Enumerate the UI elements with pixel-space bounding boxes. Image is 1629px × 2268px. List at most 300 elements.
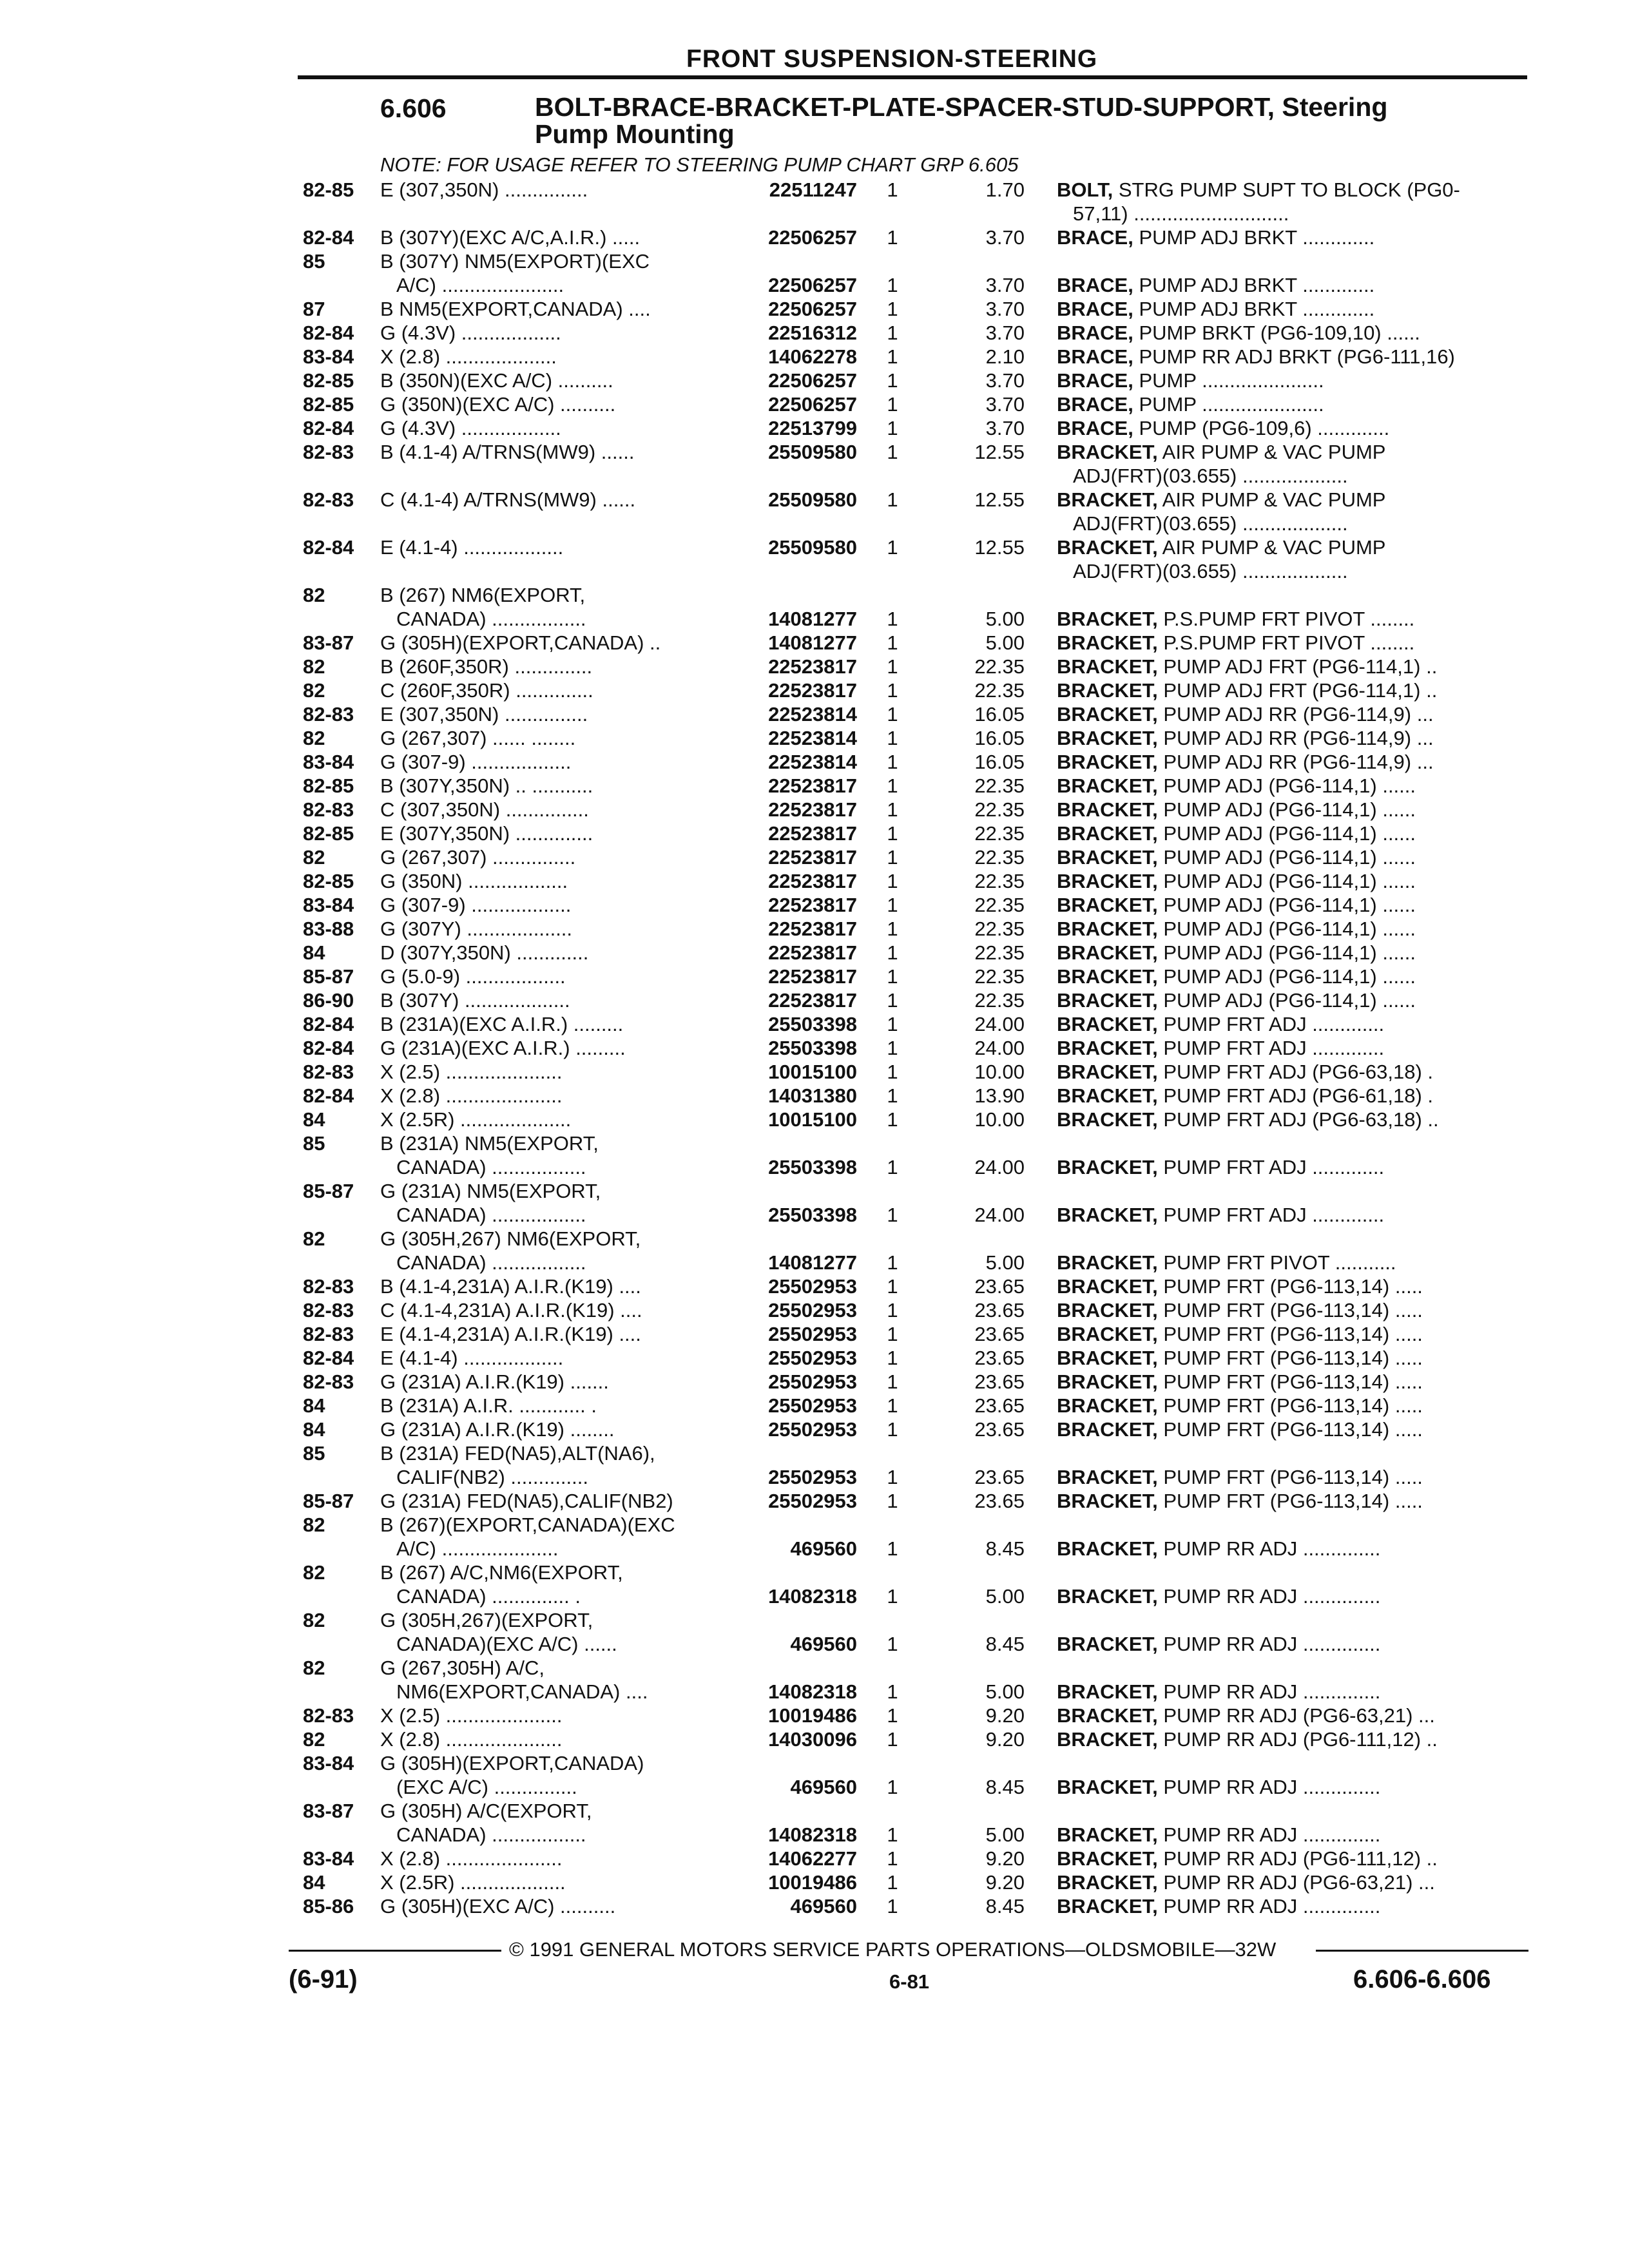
table-row [0, 1870, 1629, 1894]
part-number: 22523817 [768, 774, 857, 797]
quantity: 1 [887, 774, 898, 797]
part-number: 10019486 [768, 1704, 857, 1727]
description [1057, 726, 1524, 750]
application: G (305H)(EXPORT,CANADA) [380, 1752, 644, 1774]
year-range: 84 [303, 1108, 325, 1131]
price: 16.05 [974, 703, 1025, 726]
description [1057, 1680, 1524, 1704]
table-row [0, 774, 1629, 798]
table-row [0, 1298, 1629, 1322]
price: 22.35 [974, 679, 1025, 702]
part-number: 25503398 [768, 1013, 857, 1035]
application: E (307Y,350N) .............. [380, 822, 593, 845]
quantity: 1 [887, 1323, 898, 1345]
description-keyword: BRACKET, [1057, 441, 1158, 463]
table-row [0, 1370, 1629, 1394]
description [1057, 1298, 1524, 1322]
description-keyword: BRACKET, [1057, 1466, 1158, 1488]
part-number: 14030096 [768, 1728, 857, 1751]
section-title-line2: Pump Mounting [535, 119, 735, 149]
year-range: 82-83 [303, 1370, 354, 1393]
part-number: 22506257 [768, 226, 857, 249]
description [1057, 416, 1524, 440]
application: G (305H,267) NM6(EXPORT, [380, 1227, 641, 1250]
description-keyword: BRACE, [1057, 298, 1133, 320]
footer-page-number: 6-81 [889, 1970, 930, 1993]
part-number: 25502953 [768, 1418, 857, 1441]
price: 3.70 [985, 298, 1025, 320]
description-keyword: BRACKET, [1057, 608, 1158, 630]
description-keyword: BRACKET, [1057, 1347, 1158, 1369]
description-keyword: BRACKET, [1057, 631, 1158, 654]
description-text: PUMP FRT (PG6-113,14) ..... [1163, 1418, 1423, 1441]
part-number: 22506257 [768, 274, 857, 296]
quantity: 1 [887, 1299, 898, 1321]
price: 8.45 [985, 1633, 1025, 1655]
price: 5.00 [985, 1823, 1025, 1846]
description-text: PUMP RR ADJ (PG6-63,21) ... [1163, 1704, 1435, 1727]
application: C (307,350N) ............... [380, 798, 589, 821]
description-keyword: BRACKET, [1057, 1370, 1158, 1393]
description-text: PUMP ADJ (PG6-114,1) ...... [1163, 989, 1416, 1012]
part-number: 22523817 [768, 894, 857, 916]
year-range: 82-85 [303, 393, 354, 416]
description-text: PUMP (PG6-109,6) ............. [1139, 417, 1390, 439]
description-text: PUMP FRT PIVOT ........... [1163, 1251, 1396, 1274]
application: B (231A) FED(NA5),ALT(NA6), [380, 1442, 655, 1465]
quantity: 1 [887, 1394, 898, 1417]
part-number: 14081277 [768, 1251, 857, 1274]
section-title-line1: BOLT-BRACE-BRACKET-PLATE-SPACER-STUD-SUPPORT, Steering [535, 92, 1388, 122]
table-row [0, 798, 1629, 822]
quantity: 1 [887, 1084, 898, 1107]
price: 10.00 [974, 1061, 1025, 1083]
part-number: 22523817 [768, 822, 857, 845]
description-keyword: BRACE, [1057, 369, 1133, 392]
year-range: 83-88 [303, 918, 354, 940]
description [1057, 1394, 1524, 1418]
description [1057, 1012, 1524, 1036]
table-row [0, 1418, 1629, 1441]
description-keyword: BRACKET, [1057, 822, 1158, 845]
description-text: PUMP ADJ BRKT ............. [1139, 274, 1375, 296]
description [1057, 535, 1524, 559]
table-row [0, 1608, 1629, 1656]
year-range: 82-84 [303, 1037, 354, 1059]
description-continued: ADJ(FRT)(03.655) ................... [1073, 465, 1348, 487]
quantity: 1 [887, 536, 898, 559]
description-text: PUMP ADJ RR (PG6-114,9) ... [1163, 727, 1434, 749]
table-row [0, 1847, 1629, 1870]
table-row [0, 631, 1629, 655]
application: C (4.1-4,231A) A.I.R.(K19) .... [380, 1299, 642, 1321]
description-text: AIR PUMP & VAC PUMP [1162, 441, 1386, 463]
part-number: 14081277 [768, 631, 857, 654]
application-continued: CANADA)(EXC A/C) ...... [396, 1633, 617, 1655]
description-keyword: BOLT, [1057, 178, 1113, 201]
application: B (4.1-4,231A) A.I.R.(K19) .... [380, 1275, 641, 1298]
table-row [0, 1799, 1629, 1847]
description-keyword: BRACKET, [1057, 1871, 1158, 1894]
price: 2.10 [985, 345, 1025, 368]
application: G (307-9) .................. [380, 894, 572, 916]
description-text: PUMP ADJ (PG6-114,1) ...... [1163, 846, 1416, 869]
description-text: PUMP ADJ (PG6-114,1) ...... [1163, 941, 1416, 964]
part-number: 469560 [790, 1537, 857, 1560]
description-text: PUMP RR ADJ .............. [1163, 1537, 1381, 1560]
table-row [0, 1227, 1629, 1274]
application: B NM5(EXPORT,CANADA) .... [380, 298, 651, 320]
description [1057, 1584, 1524, 1608]
description [1057, 702, 1524, 726]
application: G (231A)(EXC A.I.R.) ......... [380, 1037, 626, 1059]
description [1057, 631, 1524, 655]
quantity: 1 [887, 703, 898, 726]
application: X (2.5R) .................... [380, 1108, 572, 1131]
application: D (307Y,350N) ............. [380, 941, 589, 964]
description [1057, 1155, 1524, 1179]
table-row [0, 917, 1629, 941]
part-number: 25503398 [768, 1204, 857, 1226]
quantity: 1 [887, 1847, 898, 1870]
quantity: 1 [887, 1585, 898, 1608]
description-text: P.S.PUMP FRT PIVOT ........ [1163, 608, 1415, 630]
table-row [0, 965, 1629, 988]
table-row [0, 416, 1629, 440]
part-number: 25503398 [768, 1156, 857, 1178]
description [1057, 1894, 1524, 1918]
price: 22.35 [974, 798, 1025, 821]
application: B (267) NM6(EXPORT, [380, 584, 586, 606]
description-text: PUMP ...................... [1139, 369, 1324, 392]
price: 12.55 [974, 536, 1025, 559]
application: B (267) A/C,NM6(EXPORT, [380, 1561, 623, 1584]
application: G (305H,267)(EXPORT, [380, 1609, 593, 1631]
quantity: 1 [887, 1013, 898, 1035]
table-row [0, 488, 1629, 535]
year-range: 82-83 [303, 1299, 354, 1321]
table-row [0, 678, 1629, 702]
table-row [0, 1894, 1629, 1918]
part-number: 25502953 [768, 1275, 857, 1298]
quantity: 1 [887, 1490, 898, 1512]
part-number: 22523817 [768, 798, 857, 821]
description-text: PUMP RR ADJ BRKT (PG6-111,16) [1139, 345, 1455, 368]
price: 3.70 [985, 322, 1025, 344]
description-text: PUMP ADJ (PG6-114,1) ...... [1163, 965, 1416, 988]
table-row [0, 1036, 1629, 1060]
description-keyword: BRACKET, [1057, 1847, 1158, 1870]
price: 23.65 [974, 1394, 1025, 1417]
description [1057, 1465, 1524, 1489]
part-number: 22506257 [768, 369, 857, 392]
footer-rule-right [1316, 1950, 1528, 1952]
year-range: 82-84 [303, 536, 354, 559]
description-keyword: BRACKET, [1057, 1251, 1158, 1274]
quantity: 1 [887, 1633, 898, 1655]
description-keyword: BRACE, [1057, 226, 1133, 249]
price: 12.55 [974, 441, 1025, 463]
description-keyword: BRACKET, [1057, 1823, 1158, 1846]
part-number: 22523817 [768, 918, 857, 940]
table-row [0, 1108, 1629, 1131]
table-row [0, 583, 1629, 631]
table-row [0, 1394, 1629, 1418]
table-row [0, 321, 1629, 345]
description-keyword: BRACKET, [1057, 655, 1158, 678]
description-keyword: BRACKET, [1057, 1204, 1158, 1226]
application: G (267,305H) A/C, [380, 1657, 545, 1679]
year-range: 82-83 [303, 1275, 354, 1298]
table-row [0, 702, 1629, 726]
part-number: 22523817 [768, 941, 857, 964]
quantity: 1 [887, 941, 898, 964]
year-range: 82 [303, 1609, 325, 1631]
description-keyword: BRACKET, [1057, 798, 1158, 821]
description-text: AIR PUMP & VAC PUMP [1162, 488, 1386, 511]
price: 22.35 [974, 941, 1025, 964]
price: 22.35 [974, 655, 1025, 678]
application: G (4.3V) .................. [380, 417, 561, 439]
description-text: PUMP ADJ FRT (PG6-114,1) .. [1163, 655, 1438, 678]
price: 3.70 [985, 369, 1025, 392]
application: G (267,307) ............... [380, 846, 576, 869]
price: 22.35 [974, 870, 1025, 892]
description-keyword: BRACE, [1057, 393, 1133, 416]
year-range: 85 [303, 250, 325, 273]
year-range: 83-84 [303, 1752, 354, 1774]
table-row [0, 1513, 1629, 1561]
application: B (231A) A.I.R. ............ . [380, 1394, 597, 1417]
quantity: 1 [887, 822, 898, 845]
table-row [0, 1441, 1629, 1489]
application: B (307Y)(EXC A/C,A.I.R.) ..... [380, 226, 641, 249]
application: G (231A) NM5(EXPORT, [380, 1180, 601, 1202]
description-keyword: BRACKET, [1057, 918, 1158, 940]
year-range: 82-84 [303, 322, 354, 344]
application-continued: CANADA) ................. [396, 608, 586, 630]
description-keyword: BRACKET, [1057, 1418, 1158, 1441]
footer-rule-left [289, 1950, 501, 1952]
description [1057, 1322, 1524, 1346]
part-number: 25502953 [768, 1394, 857, 1417]
part-number: 22513799 [768, 417, 857, 439]
description [1057, 869, 1524, 893]
year-range: 82 [303, 846, 325, 869]
description-text: PUMP FRT ADJ ............. [1163, 1156, 1385, 1178]
description-text: P.S.PUMP FRT PIVOT ........ [1163, 631, 1415, 654]
year-range: 83-84 [303, 1847, 354, 1870]
application-continued: CANADA) ................. [396, 1823, 586, 1846]
description-text: PUMP FRT ADJ (PG6-63,18) . [1163, 1061, 1433, 1083]
price: 8.45 [985, 1537, 1025, 1560]
description-text: PUMP ADJ BRKT ............. [1139, 298, 1375, 320]
part-number: 22523817 [768, 655, 857, 678]
application: B (307Y) ................... [380, 989, 570, 1012]
quantity: 1 [887, 1537, 898, 1560]
description-keyword: BRACKET, [1057, 1680, 1158, 1703]
description [1057, 917, 1524, 941]
table-row [0, 1060, 1629, 1084]
price: 8.45 [985, 1895, 1025, 1917]
description-text: PUMP ADJ RR (PG6-114,9) ... [1163, 751, 1434, 773]
year-range: 83-84 [303, 894, 354, 916]
year-range: 82 [303, 1227, 325, 1250]
description-keyword: BRACKET, [1057, 1323, 1158, 1345]
price: 22.35 [974, 774, 1025, 797]
part-number: 22523814 [768, 703, 857, 726]
table-row [0, 226, 1629, 249]
table-row [0, 1489, 1629, 1513]
price: 3.70 [985, 417, 1025, 439]
application: C (4.1-4) A/TRNS(MW9) ...... [380, 488, 636, 511]
description-keyword: BRACKET, [1057, 1156, 1158, 1178]
application-continued: CANADA) .............. . [396, 1585, 581, 1608]
description-keyword: BRACKET, [1057, 941, 1158, 964]
description-text: PUMP ADJ (PG6-114,1) ...... [1163, 822, 1416, 845]
description-text: PUMP FRT (PG6-113,14) ..... [1163, 1490, 1423, 1512]
description-text: PUMP FRT (PG6-113,14) ..... [1163, 1370, 1423, 1393]
application: G (231A) A.I.R.(K19) ........ [380, 1418, 615, 1441]
description-keyword: BRACKET, [1057, 679, 1158, 702]
description-text: PUMP FRT ADJ ............. [1163, 1037, 1385, 1059]
quantity: 1 [887, 441, 898, 463]
table-row [0, 655, 1629, 678]
part-number: 22523817 [768, 870, 857, 892]
year-range: 82 [303, 1657, 325, 1679]
description-text: PUMP ADJ RR (PG6-114,9) ... [1163, 703, 1434, 726]
description-text: PUMP ADJ FRT (PG6-114,1) .. [1163, 679, 1438, 702]
price: 24.00 [974, 1204, 1025, 1226]
quantity: 1 [887, 631, 898, 654]
part-number: 469560 [790, 1776, 857, 1798]
quantity: 1 [887, 798, 898, 821]
table-row [0, 178, 1629, 226]
table-row [0, 1179, 1629, 1227]
page-header-title: FRONT SUSPENSION-STEERING [686, 45, 1098, 73]
quantity: 1 [887, 965, 898, 988]
year-range: 85 [303, 1442, 325, 1465]
description [1057, 1870, 1524, 1894]
application: E (307,350N) ............... [380, 178, 588, 201]
year-range: 87 [303, 298, 325, 320]
table-row [0, 893, 1629, 917]
quantity: 1 [887, 894, 898, 916]
year-range: 82 [303, 584, 325, 606]
description-keyword: BRACKET, [1057, 1776, 1158, 1798]
price: 16.05 [974, 751, 1025, 773]
part-number: 25502953 [768, 1490, 857, 1512]
year-range: 86-90 [303, 989, 354, 1012]
table-row [0, 535, 1629, 583]
price: 23.65 [974, 1370, 1025, 1393]
price: 23.65 [974, 1323, 1025, 1345]
table-row [0, 869, 1629, 893]
year-range: 82-83 [303, 798, 354, 821]
price: 23.65 [974, 1347, 1025, 1369]
price: 3.70 [985, 226, 1025, 249]
description [1057, 1847, 1524, 1870]
description-keyword: BRACKET, [1057, 1490, 1158, 1512]
description-text: PUMP RR ADJ .............. [1163, 1776, 1381, 1798]
description-keyword: BRACKET, [1057, 488, 1158, 511]
price: 22.35 [974, 846, 1025, 869]
year-range: 84 [303, 1394, 325, 1417]
footer-revision-date: (6-91) [289, 1965, 358, 1994]
part-number: 10015100 [768, 1108, 857, 1131]
quantity: 1 [887, 655, 898, 678]
description-text: PUMP ADJ (PG6-114,1) ...... [1163, 774, 1416, 797]
description-keyword: BRACKET, [1057, 1061, 1158, 1083]
description-keyword: BRACKET, [1057, 727, 1158, 749]
description [1057, 1346, 1524, 1370]
application: X (2.8) ..................... [380, 1847, 563, 1870]
application: C (260F,350R) .............. [380, 679, 593, 702]
description-keyword: BRACKET, [1057, 989, 1158, 1012]
description [1057, 321, 1524, 345]
part-number: 22511247 [769, 178, 857, 201]
price: 22.35 [974, 822, 1025, 845]
quantity: 1 [887, 1251, 898, 1274]
application-continued: CANADA) ................. [396, 1156, 586, 1178]
year-range: 85-87 [303, 1490, 354, 1512]
description-continued: ADJ(FRT)(03.655) ................... [1073, 560, 1348, 582]
application: G (350N)(EXC A/C) .......... [380, 393, 616, 416]
application: B (307Y,350N) .. ........... [380, 774, 593, 797]
description-keyword: BRACKET, [1057, 1394, 1158, 1417]
part-number: 22523817 [768, 965, 857, 988]
price: 5.00 [985, 1585, 1025, 1608]
quantity: 1 [887, 1347, 898, 1369]
table-row [0, 750, 1629, 774]
application: B (4.1-4) A/TRNS(MW9) ...... [380, 441, 635, 463]
quantity: 1 [887, 226, 898, 249]
table-row [0, 726, 1629, 750]
description-keyword: BRACKET, [1057, 1108, 1158, 1131]
table-row [0, 1131, 1629, 1179]
table-row [0, 440, 1629, 488]
price: 10.00 [974, 1108, 1025, 1131]
description [1057, 440, 1524, 464]
description-keyword: BRACKET, [1057, 1299, 1158, 1321]
description-keyword: BRACKET, [1057, 870, 1158, 892]
description-keyword: BRACKET, [1057, 965, 1158, 988]
description-text: PUMP RR ADJ (PG6-111,12) .. [1163, 1847, 1438, 1870]
quantity: 1 [887, 870, 898, 892]
part-number: 14082318 [768, 1823, 857, 1846]
application: B (260F,350R) .............. [380, 655, 593, 678]
description-text: PUMP FRT ADJ ............. [1163, 1013, 1385, 1035]
year-range: 83-87 [303, 631, 354, 654]
price: 9.20 [985, 1871, 1025, 1894]
table-row [0, 369, 1629, 392]
price: 12.55 [974, 488, 1025, 511]
application: X (2.8) ..................... [380, 1084, 563, 1107]
description-text: PUMP RR ADJ .............. [1163, 1633, 1381, 1655]
year-range: 82-84 [303, 1084, 354, 1107]
table-row [0, 1274, 1629, 1298]
table-row [0, 1084, 1629, 1108]
footer-copyright: © 1991 GENERAL MOTORS SERVICE PARTS OPERATIONS—OLDSMOBILE—32W [509, 1938, 1277, 1961]
table-row [0, 1322, 1629, 1346]
quantity: 1 [887, 751, 898, 773]
year-range: 82-85 [303, 178, 354, 201]
price: 8.45 [985, 1776, 1025, 1798]
table-row [0, 1561, 1629, 1608]
description-text: PUMP ADJ (PG6-114,1) ...... [1163, 798, 1416, 821]
year-range: 83-84 [303, 751, 354, 773]
year-range: 84 [303, 1418, 325, 1441]
